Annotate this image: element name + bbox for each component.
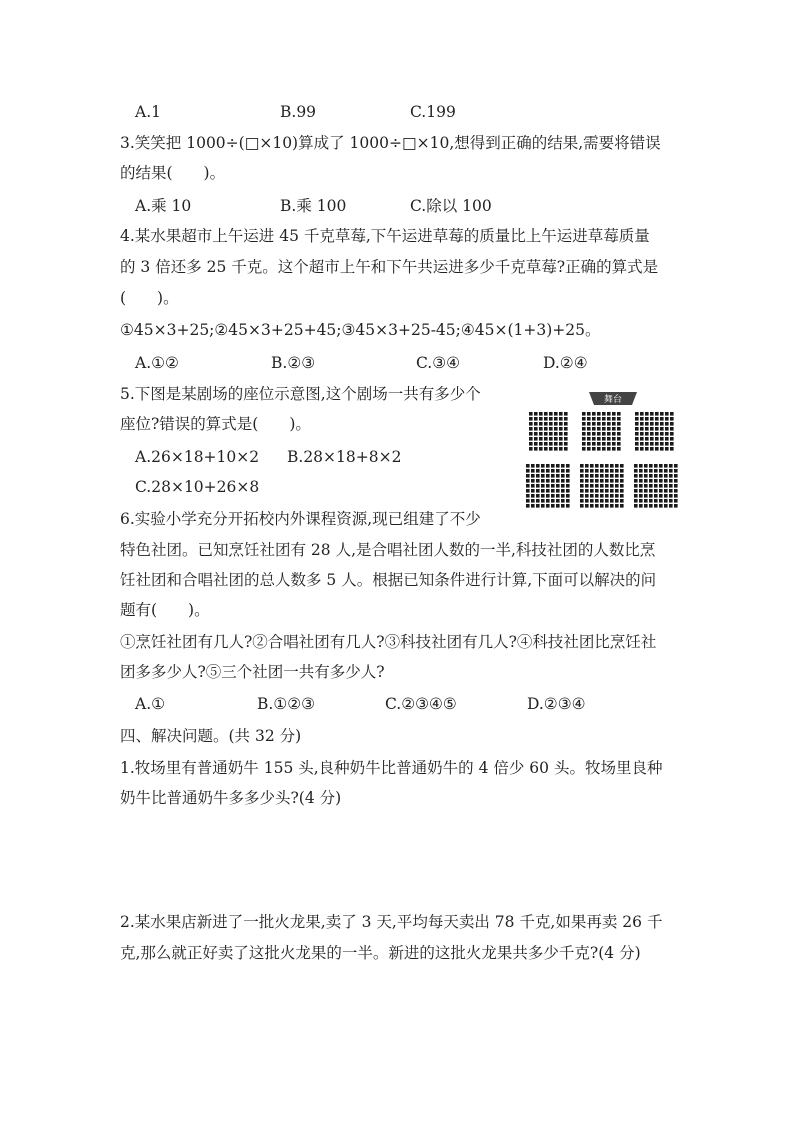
seat-block: [582, 412, 621, 451]
q3-option-b: B.乘 100: [280, 197, 347, 215]
q3-option-c: C.除以 100: [410, 197, 492, 215]
q4-option-c: C.③④: [416, 354, 461, 372]
q6-option-a: A.①: [135, 695, 166, 713]
q4-option-b: B.②③: [271, 354, 316, 372]
q4-formula-list: ①45×3+25;②45×3+25+45;③45×3+25-45;④45×(1+3)+25。: [120, 321, 601, 339]
section-title: 四、解决问题。(共 32 分): [120, 727, 302, 745]
problem2-line1: 2.某水果店新进了一批火龙果,卖了 3 天,平均每天卖出 78 千克,如果再卖 26 千: [120, 913, 663, 931]
q4-text-line3: ( )。: [120, 289, 179, 307]
q6-option-b: B.①②③: [257, 695, 316, 713]
seat-block: [526, 464, 570, 508]
q3-text-line1: 3.笑笑把 1000÷(□×10)算成了 1000÷□×10,想得到正确的结果,需要将错误: [120, 134, 661, 152]
q4-option-a: A.①②: [135, 354, 179, 372]
q5-option-b: B.28×18+8×2: [287, 448, 402, 466]
q5-text-line2: 座位?错误的算式是( )。: [120, 415, 311, 433]
seat-block: [529, 412, 568, 451]
q4-text-line2: 的 3 倍还多 25 千克。这个超市上午和下午共运进多少千克草莓?正确的算式是: [120, 258, 659, 276]
seat-block: [635, 412, 674, 451]
q5-option-c: C.28×10+26×8: [135, 478, 260, 496]
seat-block: [634, 464, 678, 508]
q6-option-d: D.②③④: [527, 695, 586, 713]
q4-text-line1: 4.某水果超市上午运进 45 千克草莓,下午运进草莓的质量比上午运进草莓质量: [120, 227, 650, 245]
seat-block: [580, 464, 624, 508]
q5-option-a: A.26×18+10×2: [135, 448, 260, 466]
problem1-line2: 奶牛比普通奶牛多多少头?(4 分): [120, 789, 342, 807]
q3-option-a: A.乘 10: [135, 197, 192, 215]
stage: [589, 392, 637, 405]
q6-questions-line2: 团多多少人?⑤三个社团一共有多少人?: [120, 663, 385, 681]
q5-text-line1: 5.下图是某剧场的座位示意图,这个剧场一共有多少个: [120, 385, 481, 403]
q6-questions-line1: ①烹饪社团有几人?②合唱社团有几人?③科技社团有几人?④科技社团比烹饪社: [120, 633, 657, 651]
q6-text-line3: 饪社团和合唱社团的总人数多 5 人。根据已知条件进行计算,下面可以解决的问: [120, 571, 657, 589]
q2-option-c: C.199: [410, 103, 456, 121]
q2-option-b: B.99: [280, 103, 317, 121]
q4-option-d: D.②④: [543, 354, 588, 372]
q6-text-line1: 6.实验小学充分开拓校内外课程资源,现已组建了不少: [120, 510, 481, 528]
q2-option-a: A.1: [135, 103, 161, 121]
stage-label: 舞台: [603, 395, 623, 405]
problem1-line1: 1.牧场里有普通奶牛 155 头,良种奶牛比普通奶牛的 4 倍少 60 头。牧场里良种: [120, 759, 663, 777]
q6-text-line2: 特色社团。已知烹饪社团有 28 人,是合唱社团人数的一半,科技社团的人数比烹: [120, 541, 656, 559]
theater-seating-diagram: [523, 386, 683, 518]
q6-option-c: C.②③④⑤: [385, 695, 457, 713]
problem2-line2: 克,那么就正好卖了这批火龙果的一半。新进的这批火龙果共多少千克?(4 分): [120, 944, 641, 962]
q3-text-line2: 的结果( )。: [120, 164, 226, 182]
seat-blocks: [526, 412, 678, 508]
q6-text-line4: 题有( )。: [120, 601, 210, 619]
